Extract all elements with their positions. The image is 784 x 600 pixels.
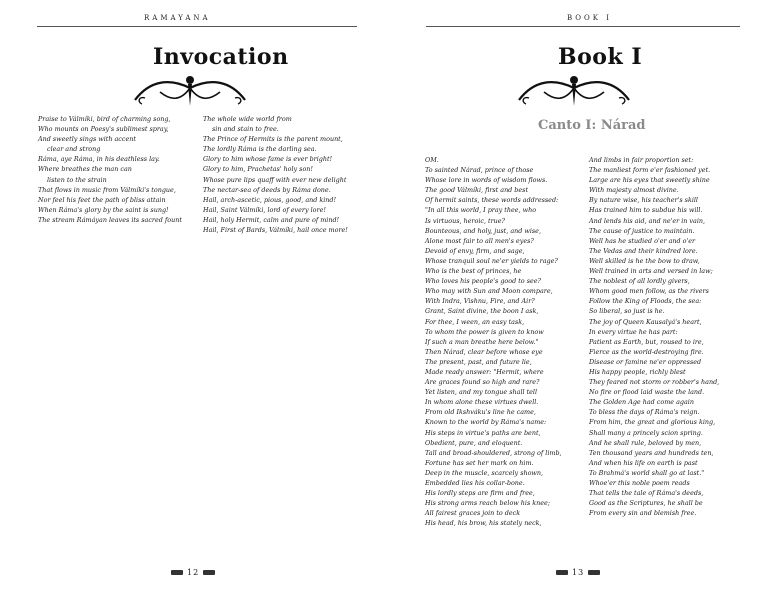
verse-line: By nature wise, his teacher's skill: [589, 196, 698, 205]
verse-line: And he shall rule, beloved by men,: [589, 438, 702, 447]
flourish-ornament: [514, 70, 634, 110]
verse-line: And limbs in fair proportion set:: [589, 156, 694, 164]
verse-line: The whole wide world from: [203, 115, 292, 123]
verse-line: Who may with Sun and Moon compare,: [425, 287, 553, 296]
verse-line: Hail, holy Hermit, calm and pure of mind!: [203, 215, 340, 224]
verse-line: That flows in music from Válmíki's tongue,: [38, 185, 176, 194]
folio-ornament-left: [556, 570, 568, 575]
verse-line: Has trained him to subdue his will.: [589, 206, 703, 215]
verse-line: Yet listen, and my tongue shall tell: [425, 388, 538, 397]
verse-line: When Ráma's glory by the saint is sung!: [38, 205, 169, 214]
verse-line: His strong arms reach below his knee;: [425, 499, 550, 508]
verse-line: Well skilled is he the bow to draw,: [589, 256, 700, 265]
verse-line: The noblest of all lordly givers,: [589, 277, 690, 286]
verse-line: Fierce as the world-destroying fire.: [589, 347, 704, 356]
verse-line: Whom good men follow, as the rivers: [589, 287, 709, 296]
verse-line: No fire or flood laid waste the land.: [589, 388, 705, 397]
verse-line: Who loves his people's good to see?: [425, 277, 541, 286]
verse-line: Then Nárad, clear before whose eye: [425, 347, 543, 356]
verse-line: Alone most fair to all men's eyes?: [425, 236, 534, 245]
verse-line: The present, past, and future lie,: [425, 357, 532, 366]
verse-line: To Brahmá's world shall go at last.": [589, 468, 705, 477]
verse-line: With majesty almost divine.: [589, 186, 679, 195]
verse-line: To whom the power is given to know: [425, 327, 544, 336]
verse-line: Well has he studied o'er and o'er: [589, 236, 696, 245]
verse-line: OM.: [425, 156, 439, 164]
verse-line: For thee, I ween, an easy task,: [425, 317, 525, 326]
verse-line: Patient as Earth, but, roused to ire,: [589, 337, 704, 346]
header-rule: [426, 26, 740, 27]
folio-ornament-right: [203, 570, 215, 575]
verse-line: And lends his aid, and ne'er in vain,: [589, 216, 706, 225]
verse-line: Whose pure lips quaff with ever new delight: [203, 175, 347, 184]
verse-line: Embedded lies his collar-bone.: [425, 479, 525, 487]
verse-line: The nectar-sea of deeds by Ráma done.: [203, 185, 331, 194]
folio-number: 13: [572, 568, 585, 577]
verse-line: Obedient, pure, and eloquent.: [425, 438, 523, 447]
verse-line: His happy people, richly blest: [589, 367, 686, 376]
verse-line: In whom alone these virtues dwell.: [425, 398, 539, 407]
header-rule: [37, 26, 357, 27]
folio-number: 12: [187, 568, 200, 577]
verse-line: Are graces found so high and rare?: [425, 378, 540, 387]
running-head: RAMAYANA: [144, 14, 211, 22]
verse-line: Glory to him, Prachetas' holy son!: [203, 165, 313, 174]
verse-line: With Indra, Vishnu, Fire, and Air?: [425, 297, 535, 306]
verse-line: Well trained in arts and versed in law;: [589, 267, 713, 276]
verse-line: Good as the Scriptures, he shall be: [589, 499, 703, 508]
verse-line: If such a man breathe here below.": [425, 337, 539, 346]
verse-line: Whoe'er this noble poem reads: [589, 479, 690, 487]
verse-line: Hail, Saint Válmíki, lord of every lore!: [203, 205, 326, 214]
verse-line: His lordly steps are firm and free,: [425, 489, 535, 498]
verse-line: Ten thousand years and hundreds ten,: [589, 448, 714, 457]
verse-line: Who is the best of princes, he: [425, 267, 522, 276]
verse-line: clear and strong: [47, 145, 101, 154]
verse-line: The cause of justice to maintain.: [589, 226, 695, 235]
verse-line: sin and stain to free.: [212, 125, 279, 134]
verse-line: The lordly Ráma is the darling sea.: [203, 145, 317, 154]
verse-line: That tells the tale of Ráma's deeds,: [589, 489, 704, 498]
invocation-column-2: [203, 114, 348, 235]
verse-line: Is virtuous, heroic, true?: [425, 216, 505, 225]
verse-line: Follow the King of Floods, the sea:: [589, 297, 702, 306]
verse-line: His head, his brow, his stately neck,: [425, 519, 542, 528]
verse-line: Ráma, aye Ráma, in his deathless lay.: [38, 155, 160, 164]
verse-line: Made ready answer: "Hermit, where: [425, 367, 544, 376]
running-head: BOOK I: [567, 14, 612, 22]
right-page: [392, 0, 784, 600]
verse-line: To sainted Nárad, prince of those: [425, 166, 534, 175]
poem-column-1: [425, 155, 562, 528]
folio-ornament-left: [171, 570, 183, 575]
verse-line: Grant, Saint divine, the boon I ask,: [425, 307, 539, 316]
invocation-column-1: [38, 114, 182, 225]
verse-line: The manliest form e'er fashioned yet.: [589, 166, 711, 175]
verse-line: Large are his eyes that sweetly shine: [589, 176, 710, 185]
verse-line: Hail, arch-ascetic, pious, good, and kind!: [203, 195, 337, 204]
verse-line: Fortune has set her mark on him.: [425, 458, 534, 467]
verse-line: Deep in the muscle, scarcely shown,: [425, 468, 544, 477]
verse-line: To bless the days of Ráma's reign.: [589, 408, 700, 417]
verse-line: They feared not storm or robber's hand,: [589, 378, 720, 387]
verse-line: Praise to Válmíki, bird of charming song,: [38, 115, 171, 123]
verse-line: Known to the world by Ráma's name:: [425, 418, 547, 427]
verse-line: The joy of Queen Kausalyá's heart,: [589, 317, 702, 326]
verse-line: From old Ikshváku's line he came,: [425, 408, 536, 417]
flourish-ornament: [130, 70, 250, 110]
verse-line: The Vedas and their kindred lore.: [589, 246, 698, 255]
verse-line: Tall and broad-shouldered, strong of limb,: [425, 448, 562, 457]
verse-line: Shall many a princely scion spring.: [589, 428, 703, 437]
verse-line: In every virtue he has part:: [589, 327, 678, 336]
verse-line: Disease or famine ne'er oppressed: [589, 357, 702, 366]
page-number: [556, 568, 600, 577]
verse-line: So liberal, so just is he.: [589, 307, 665, 316]
canto-heading: Canto I: Nárad: [538, 118, 646, 133]
verse-line: Who mounts on Poesy's sublimest spray,: [38, 125, 169, 134]
verse-line: And sweetly sings with accent: [38, 135, 136, 144]
poem-column-2: [589, 155, 719, 518]
verse-line: Bounteous, and holy, just, and wise,: [425, 226, 541, 235]
verse-line: listen to the strain: [47, 175, 107, 184]
verse-line: The stream Rámáyan leaves its sacred fount: [38, 215, 182, 224]
verse-line: Devoid of envy, firm, and sage,: [425, 246, 525, 255]
verse-line: Whose tranquil soul ne'er yields to rage?: [425, 256, 558, 265]
page-title: Book I: [558, 44, 643, 70]
verse-line: Whose lore in words of wisdom flows.: [425, 176, 548, 185]
verse-line: Hail, First of Bards, Válmíki, hail once more!: [203, 226, 348, 235]
verse-line: The good Válmíki, first and best: [425, 186, 529, 195]
verse-line: The Golden Age had come again: [589, 398, 694, 407]
verse-line: "In all this world, I pray thee, who: [425, 206, 537, 215]
verse-line: Where breathes the man can: [38, 165, 132, 174]
verse-line: Glory to him whose fame is ever bright!: [203, 155, 333, 164]
verse-line: Of hermit saints, these words addressed:: [425, 196, 559, 205]
page-title: Invocation: [153, 44, 289, 70]
verse-line: The Prince of Hermits is the parent mount,: [203, 135, 343, 144]
verse-line: From him, the great and glorious king,: [589, 418, 716, 427]
folio-ornament-right: [588, 570, 600, 575]
verse-line: His steps in virtue's paths are bent,: [425, 428, 541, 437]
page-number: [171, 568, 215, 577]
verse-line: Nor feel his feet the path of bliss attain: [38, 195, 166, 204]
verse-line: From every sin and blemish free.: [589, 509, 697, 518]
verse-line: And when his life on earth is past: [589, 458, 698, 467]
verse-line: All fairest graces join to deck: [425, 509, 521, 518]
